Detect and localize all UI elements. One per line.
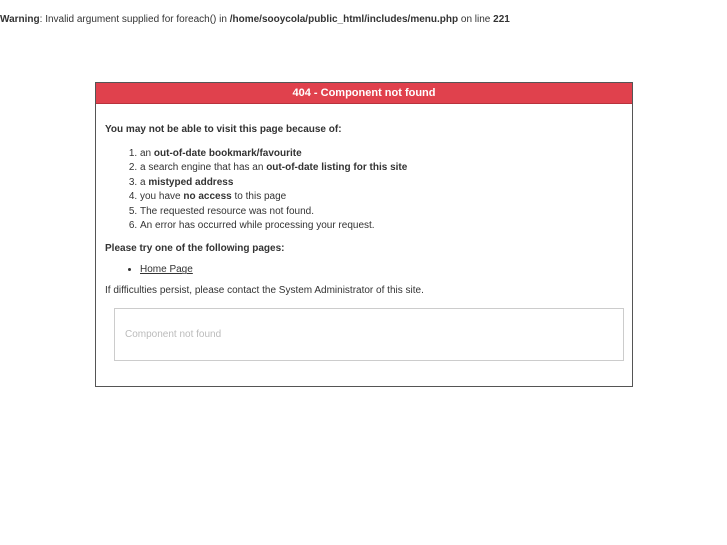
warning-label: Warning [0, 14, 40, 25]
warning-path: /home/sooycola/public_html/includes/menu.php [229, 14, 459, 25]
list-item: 2. a search engine that has an out-of-date listing for this site [140, 161, 623, 175]
warning-on-line: on line [460, 14, 491, 25]
error-body [96, 124, 632, 361]
list-item [140, 264, 623, 275]
list-item: 3. a mistyped address [140, 176, 623, 190]
list-item: 4. you have no access to this page [140, 190, 623, 204]
list-item: 6. An error has occurred while processing your request. [140, 219, 623, 233]
list-item: 5. The requested resource was not found. [140, 205, 623, 219]
persist-note: If difficulties persist, please contact the System Administrator of this site. [105, 285, 424, 297]
reasons-list [105, 147, 623, 233]
list-item: 1. an out-of-date bookmark/favourite [140, 147, 623, 161]
error-message-box: Component not found [114, 308, 624, 361]
try-pages-label: Please try one of the following pages: [105, 243, 285, 255]
error-box [95, 82, 633, 387]
pages-list [105, 264, 623, 275]
error-lead: You may not be able to visit this page because of: [105, 124, 342, 135]
error-title: 404 - Component not found [96, 83, 632, 104]
warning-line-number: 221 [493, 14, 510, 25]
php-warning: Warning: Invalid argument supplied for foreach() in /home/sooycola/public_html/includes/menu.php on line 221 [0, 14, 510, 25]
home-page-link[interactable]: Home Page [140, 264, 193, 276]
warning-message: Invalid argument supplied for foreach() in [45, 14, 227, 25]
